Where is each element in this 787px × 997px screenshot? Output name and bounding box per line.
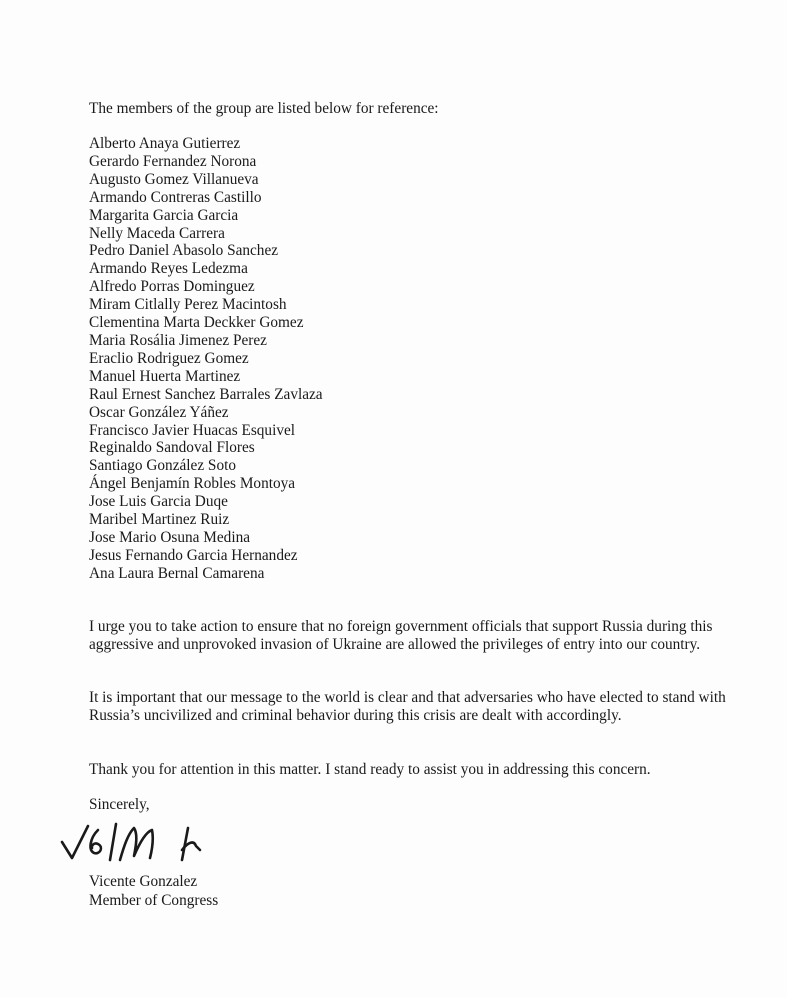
member-list-item: Ana Laura Bernal Camarena: [89, 564, 265, 582]
signer-title: Member of Congress: [89, 892, 219, 909]
member-list-item: Nelly Maceda Carrera: [89, 224, 225, 242]
member-list-item: Jesus Fernando Garcia Hernandez: [89, 546, 298, 564]
member-list-item: Armando Contreras Castillo: [89, 188, 262, 206]
paragraph-urge-action: I urge you to take action to ensure that no foreign government officials that support Russia during this aggressive and unprovoked invasion of Ukraine are allowed the privileges of entry into our country.: [89, 618, 713, 653]
member-list-item: Manuel Huerta Martinez: [89, 367, 241, 385]
member-list-item: Francisco Javier Huacas Esquivel: [89, 421, 296, 439]
member-list-item: Reginaldo Sandoval Flores: [89, 439, 255, 457]
member-list-item: Alfredo Porras Dominguez: [89, 278, 255, 296]
member-list-item: Miram Citlally Perez Macintosh: [89, 296, 287, 314]
member-list-item: Raul Ernest Sanchez Barrales Zavlaza: [89, 385, 323, 403]
member-list-item: Gerardo Fernandez Norona: [89, 152, 257, 170]
member-list-item: Oscar González Yáñez: [89, 403, 229, 421]
member-list-item: Maria Rosália Jimenez Perez: [89, 331, 267, 349]
closing-salutation: Sincerely,: [89, 796, 150, 813]
member-list-item: Jose Mario Osuna Medina: [89, 528, 251, 546]
member-list-item: Eraclio Rodriguez Gomez: [89, 349, 249, 367]
paragraph-message-clear: It is important that our message to the world is clear and that adversaries who have elected to stand with Russia’s uncivilized and criminal behavior during this crisis are dealt with accordingly.: [89, 689, 726, 724]
member-list-item: Clementina Marta Deckker Gomez: [89, 314, 304, 332]
member-list-item: Ángel Benjamín Robles Montoya: [89, 475, 296, 493]
intro-text: The members of the group are listed below for reference:: [89, 100, 439, 117]
member-list-item: Augusto Gomez Villanueva: [89, 170, 259, 188]
members-list: [89, 135, 323, 583]
member-list-item: Armando Reyes Ledezma: [89, 260, 248, 278]
member-list-item: Santiago González Soto: [89, 457, 236, 475]
handwritten-signature: [58, 820, 258, 880]
member-list-item: Pedro Daniel Abasolo Sanchez: [89, 242, 279, 260]
paragraph-thank-you: Thank you for attention in this matter. I stand ready to assist you in addressing this concern.: [89, 761, 651, 778]
member-list-item: Margarita Garcia Garcia: [89, 206, 239, 224]
signer-name: Vicente Gonzalez: [89, 873, 198, 890]
member-list-item: Alberto Anaya Gutierrez: [89, 135, 241, 152]
member-list-item: Jose Luis Garcia Duqe: [89, 493, 228, 511]
member-list-item: Maribel Martinez Ruiz: [89, 511, 230, 529]
